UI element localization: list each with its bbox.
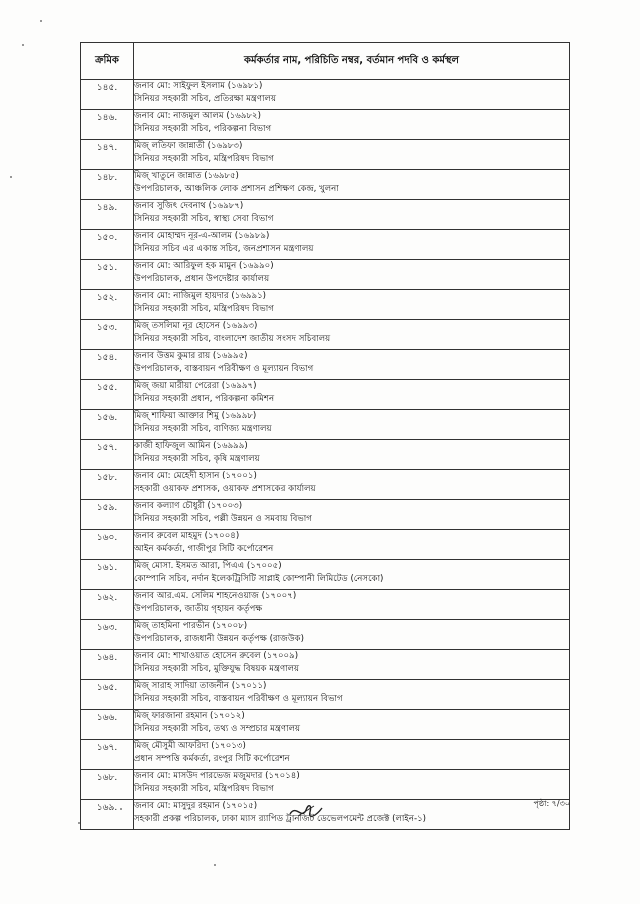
serial-number: ১৬০.	[81, 530, 134, 560]
officer-name: জনাব মো: নাজমুল আলম (১৬৯৮২)	[134, 111, 261, 121]
table-row	[81, 740, 570, 770]
serial-number: ১৫৯.	[81, 500, 134, 530]
scan-speck	[78, 822, 80, 824]
table-row	[81, 260, 570, 290]
scan-speck	[214, 864, 216, 866]
officer-name: মিজ্ জয়া মারীয়া পেরেরা (১৬৯৯৭)	[134, 381, 257, 391]
serial-number: ১৬৬.	[81, 710, 134, 740]
serial-number: ১৬৯.	[81, 800, 134, 830]
officer-detail	[134, 470, 570, 500]
officer-name: মিজ্ খাতুনে জান্নাত (১৬৯৮৫)	[134, 171, 239, 181]
serial-number: ১৬৫.	[81, 680, 134, 710]
scan-speck	[40, 20, 42, 22]
table-row	[81, 800, 570, 830]
officer-post: প্রধান সম্পত্তি কর্মকর্তা, রংপুর সিটি কর্পোরেশন	[134, 754, 290, 764]
officer-name: জনাব মো: শাখাওয়াত হোসেন রুবেল (১৭০০৯)	[134, 651, 299, 661]
officer-detail	[134, 320, 570, 350]
serial-number: ১৪৯.	[81, 200, 134, 230]
officer-name: কাজী হাফিজুল আমিন (১৬৯৯৯)	[134, 441, 248, 451]
officer-post: সিনিয়র সহকারী সচিব, মন্ত্রিপরিষদ বিভাগ	[134, 784, 274, 794]
table-row	[81, 530, 570, 560]
officer-detail	[134, 560, 570, 590]
officer-post: সিনিয়র সহকারী সচিব, পল্লী উন্নয়ন ও সমবায় বিভাগ	[134, 514, 312, 524]
officer-detail	[134, 410, 570, 440]
officer-post: সহকারী প্রকল্প পরিচালক, ঢাকা ম্যাস র‌্যাপিড ট্রানজিট ডেভেলপমেন্ট প্রজেক্ট (লাইন-১)	[134, 814, 427, 824]
officer-detail	[134, 650, 570, 680]
serial-number: ১৪৫.	[81, 80, 134, 110]
officer-name: জনাব মো: নাজিমুল হায়দার (১৬৯৯১)	[134, 291, 267, 301]
table-row	[81, 230, 570, 260]
officer-detail	[134, 800, 570, 830]
officer-post: সিনিয়র সহকারী সচিব, মুক্তিযুদ্ধ বিষয়ক মন্ত্রণালয়	[134, 664, 300, 674]
serial-number: ১৫২.	[81, 290, 134, 320]
officer-post: সিনিয়র সহকারী সচিব, পরিকল্পনা বিভাগ	[134, 124, 272, 134]
officer-post: সিনিয়র সহকারী সচিব, বাংলাদেশ জাতীয় সংসদ সচিবালয়	[134, 334, 331, 344]
officer-name: জনাব মো: আরিফুল হক মামুন (১৬৯৯০)	[134, 261, 274, 271]
officer-post: সিনিয়র সহকারী সচিব, তথ্য ও সম্প্রচার মন্ত্রণালয়	[134, 724, 301, 734]
officer-name: জনাব মো: মাসউদ পারভেজ মজুমদার (১৭০১৪)	[134, 771, 300, 781]
officer-detail	[134, 200, 570, 230]
officer-detail	[134, 770, 570, 800]
officer-post: আইন কর্মকর্তা, গাজীপুর সিটি কর্পোরেশন	[134, 544, 274, 554]
officer-name: মিজ্ তসলিমা নূর হোসেন (১৬৯৯৩)	[134, 321, 258, 331]
table-row	[81, 470, 570, 500]
officer-name: জনাব আর.এম. সেলিম শাহনেওয়াজ (১৭০০৭)	[134, 591, 297, 601]
officer-name: মিজ্ মোসা. ইসমত আরা, পিএএ (১৭০০৫)	[134, 561, 282, 571]
officer-detail	[134, 380, 570, 410]
table-row	[81, 680, 570, 710]
officer-name: মিজ্ ফারজানা রহমান (১৭০১২)	[134, 711, 245, 721]
officer-name: জনাব মো: মেহেদী হাসান (১৭০০১)	[134, 471, 257, 481]
serial-number: ১৬৪.	[81, 650, 134, 680]
officer-post: সিনিয়র সহকারী সচিব, বাস্তবায়ন পরিবীক্ষণ ও মূল্যায়ন বিভাগ	[134, 694, 343, 704]
table-row	[81, 380, 570, 410]
scan-speck	[22, 44, 24, 46]
table-row	[81, 140, 570, 170]
officer-detail	[134, 110, 570, 140]
officer-detail	[134, 260, 570, 290]
serial-number: ১৫৪.	[81, 350, 134, 380]
serial-number: ১৫৫.	[81, 380, 134, 410]
table-row	[81, 560, 570, 590]
officer-post: উপপরিচালক, বাস্তবায়ন পরিবীক্ষণ ও মূল্যায়ন বিভাগ	[134, 364, 314, 374]
officer-post: সিনিয়র সহকারী সচিব, মন্ত্রিপরিষদ বিভাগ	[134, 304, 274, 314]
serial-number: ১৬৮.	[81, 770, 134, 800]
table-row	[81, 650, 570, 680]
table-row	[81, 710, 570, 740]
officer-name: জনাব রুবেল মাহমুদ (১৭০০৪)	[134, 531, 240, 541]
serial-number: ১৪৭.	[81, 140, 134, 170]
officer-post: সিনিয়র সহকারী সচিব, স্বাস্থ্য সেবা বিভাগ	[134, 214, 274, 224]
officer-post: উপপরিচালক, প্রধান উপদেষ্টার কার্যালয়	[134, 274, 270, 284]
serial-number: ১৫৩.	[81, 320, 134, 350]
officer-name: মিজ্ মৌসুমী আফরিদা (১৭০১৩)	[134, 741, 246, 751]
table-row	[81, 590, 570, 620]
officer-name: জনাব কল্যাণ চৌধুরী (১৭০০৩)	[134, 501, 243, 511]
serial-number: ১৫৭.	[81, 440, 134, 470]
serial-number: ১৫০.	[81, 230, 134, 260]
officer-detail	[134, 500, 570, 530]
table-row	[81, 200, 570, 230]
officer-detail	[134, 710, 570, 740]
table-row	[81, 80, 570, 110]
officer-post: কোম্পানি সচিব, নর্দান ইলেকট্রিসিটি সাপ্লাই কোম্পানী লিমিটেড (নেসকো)	[134, 574, 384, 584]
officer-name: জনাব মোহাম্মদ নূর-এ-আলম (১৬৯৮৯)	[134, 231, 270, 241]
table-row	[81, 770, 570, 800]
officer-name: জনাব উত্তম কুমার রায় (১৬৯৯৫)	[134, 351, 248, 361]
serial-number: ১৫১.	[81, 260, 134, 290]
table-row	[81, 500, 570, 530]
officer-detail	[134, 350, 570, 380]
table-row	[81, 170, 570, 200]
officer-post: সিনিয়র সহকারী সচিব, প্রতিরক্ষা মন্ত্রণালয়	[134, 94, 277, 104]
officer-post: উপপরিচালক, জাতীয় গৃহায়ন কর্তৃপক্ষ	[134, 604, 263, 614]
officer-name: মিজ্ শাফিয়া আক্তার শিমু (১৬৯৯৮)	[134, 411, 257, 421]
officer-detail	[134, 530, 570, 560]
table-row	[81, 290, 570, 320]
officer-name: জনাব মো: সাইফুল ইসলাম (১৬৯৮১)	[134, 81, 263, 91]
officer-name: মিজ্ তাহমিনা পারভীন (১৭০০৮)	[134, 621, 248, 631]
serial-number: ১৪৬.	[81, 110, 134, 140]
officer-detail	[134, 230, 570, 260]
serial-number: ১৬৭.	[81, 740, 134, 770]
scan-speck	[120, 808, 122, 810]
table-row	[81, 440, 570, 470]
scan-speck	[10, 176, 12, 178]
table-header-row	[81, 43, 570, 80]
officer-detail	[134, 590, 570, 620]
table-row	[81, 620, 570, 650]
serial-number: ১৬১.	[81, 560, 134, 590]
officer-name: জনাব সুজিৎ দেবনাথ (১৬৯৮৭)	[134, 201, 244, 211]
officer-post: উপপরিচালক, রাজধানী উন্নয়ন কর্তৃপক্ষ (রাজউক)	[134, 634, 304, 644]
officer-name: মিজ্ সারাহ সাদিয়া তাজনীন (১৭০১১)	[134, 681, 267, 691]
officer-post: সিনিয়র সচিব এর একান্ত সচিব, জনপ্রশাসন মন্ত্রণালয়	[134, 244, 314, 254]
officer-detail	[134, 680, 570, 710]
officer-detail	[134, 80, 570, 110]
table-body	[81, 80, 570, 830]
detail-column-header: কর্মকর্তার নাম, পরিচিতি নম্বর, বর্তমান পদবি ও কর্মস্থল	[134, 43, 570, 80]
officer-detail	[134, 440, 570, 470]
serial-number: ১৬২.	[81, 590, 134, 620]
officer-detail	[134, 170, 570, 200]
officer-post: সহকারী ওয়াকফ প্রশাসক, ওয়াকফ প্রশাসকের কার্যালয়	[134, 484, 316, 494]
officer-detail	[134, 140, 570, 170]
officer-detail	[134, 740, 570, 770]
page-number: পৃষ্ঠা: ৭/৩০	[533, 799, 570, 808]
serial-number: ১৫৬.	[81, 410, 134, 440]
signature-mark	[288, 800, 324, 822]
table-row	[81, 110, 570, 140]
officer-table	[80, 42, 570, 830]
table-row	[81, 350, 570, 380]
officer-name: জনাব মো: মাসুদুর রহমান (১৭০১৫)	[134, 801, 258, 811]
officer-detail	[134, 290, 570, 320]
officer-post: সিনিয়র সহকারী প্রধান, পরিকল্পনা কমিশন	[134, 394, 275, 404]
serial-column-header: ক্রমিক	[81, 43, 134, 80]
officer-name: মিজ্ লতিফা জান্নাতী (১৬৯৮৩)	[134, 141, 243, 151]
officer-post: উপপরিচালক, আঞ্চলিক লোক প্রশাসন প্রশিক্ষণ কেন্দ্র, খুলনা	[134, 184, 339, 194]
serial-number: ১৫৮.	[81, 470, 134, 500]
serial-number: ১৪৮.	[81, 170, 134, 200]
serial-number: ১৬৩.	[81, 620, 134, 650]
officer-post: সিনিয়র সহকারী সচিব, বাণিজ্য মন্ত্রণালয়	[134, 424, 272, 434]
officer-post: সিনিয়র সহকারী সচিব, মন্ত্রিপরিষদ বিভাগ	[134, 154, 274, 164]
table-row	[81, 410, 570, 440]
table-row	[81, 320, 570, 350]
officer-post: সিনিয়র সহকারী সচিব, কৃষি মন্ত্রণালয়	[134, 454, 260, 464]
officer-detail	[134, 620, 570, 650]
